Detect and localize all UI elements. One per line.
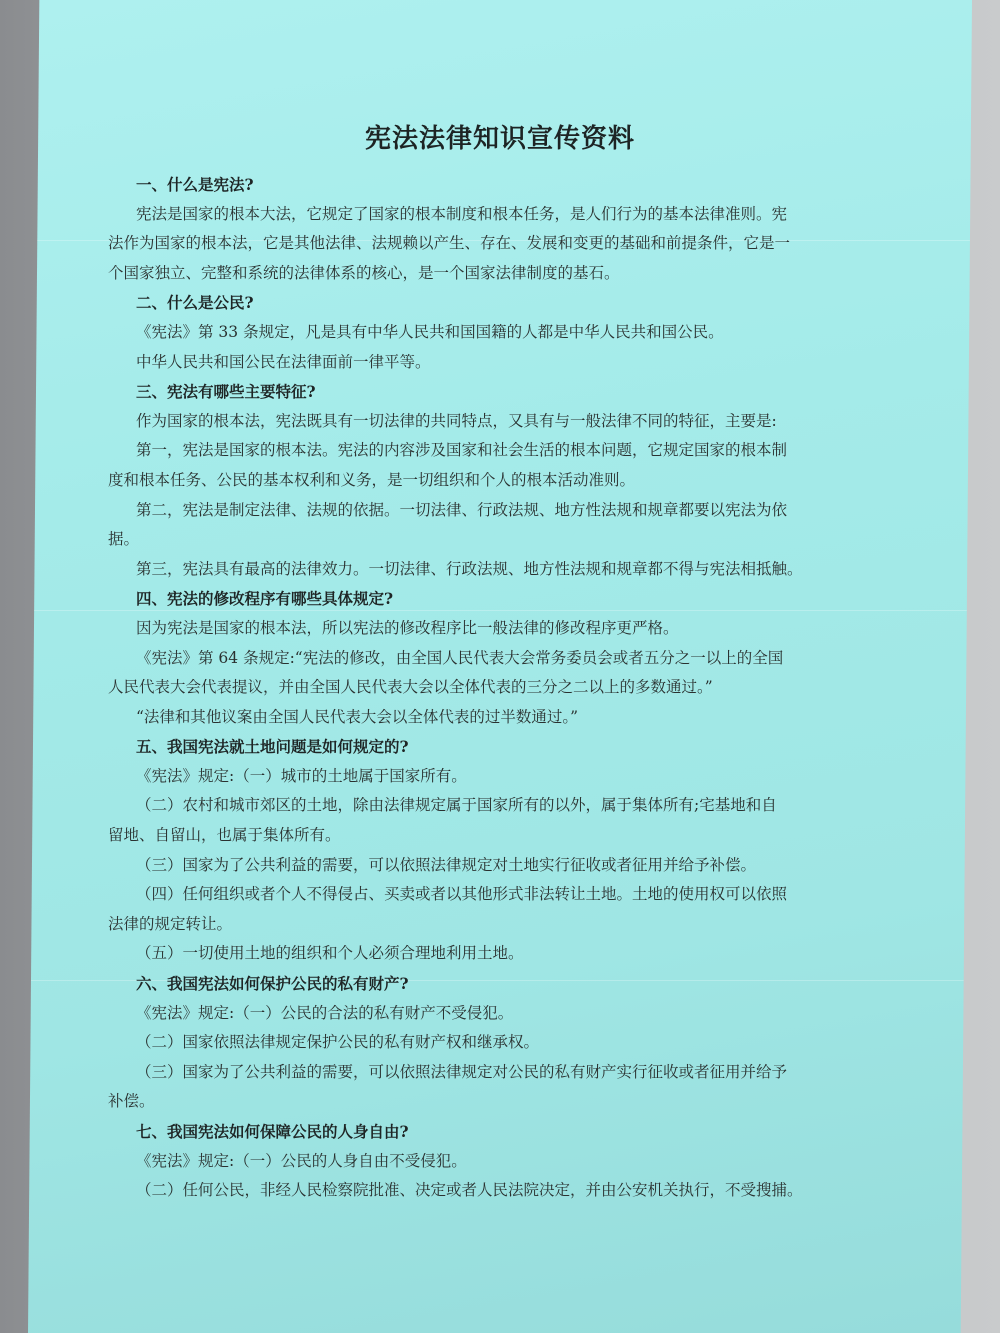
body-text-line: （二）农村和城市郊区的土地，除由法律规定属于国家所有的以外，属于集体所有;宅基地和自: [136, 796, 777, 815]
body-text-line: 留地、自留山，也属于集体所有。: [108, 826, 341, 845]
body-text-line: 补偿。: [108, 1092, 155, 1111]
body-text-line: （二）国家依照法律规定保护公民的私有财产权和继承权。: [136, 1033, 540, 1052]
body-text-line: （三）国家为了公共利益的需要，可以依照法律规定对公民的私有财产实行征收或者征用并给予: [136, 1062, 788, 1081]
body-text-line: 法律的规定转让。: [108, 914, 233, 933]
body-text-line: （四）任何组织或者个人不得侵占、买卖或者以其他形式非法转让土地。土地的使用权可以依照: [136, 885, 788, 904]
body-text-line: 据。: [108, 530, 140, 549]
document-title: 宪法法律知识宣传资料: [364, 124, 635, 154]
body-text-line: （五）一切使用土地的组织和个人必须合理地利用土地。: [136, 944, 524, 963]
section-heading: 二、什么是公民?: [136, 293, 254, 313]
section-heading: 五、我国宪法就土地问题是如何规定的?: [136, 737, 409, 757]
body-text-line: 《宪法》规定:（一）城市的土地属于国家所有。: [136, 766, 467, 785]
document-body: [108, 170, 898, 1206]
body-text-line: （三）国家为了公共利益的需要，可以依照法律规定对土地实行征收或者征用并给予补偿。: [136, 855, 757, 874]
body-text-line: 个国家独立、完整和系统的法律体系的核心，是一个国家法律制度的基石。: [108, 263, 620, 282]
body-text-line: 度和根本任务、公民的基本权利和义务，是一切组织和个人的根本活动准则。: [108, 470, 636, 489]
body-text-line: 第三，宪法具有最高的法律效力。一切法律、行政法规、地方性法规和规章都不得与宪法相抵触。: [136, 559, 803, 578]
section-heading: 三、宪法有哪些主要特征?: [136, 382, 316, 402]
section-heading: 一、什么是宪法?: [136, 175, 254, 194]
body-text-line: “法律和其他议案由全国人民代表大会以全体代表的过半数通过。”: [136, 707, 579, 726]
body-text-line: 因为宪法是国家的根本法，所以宪法的修改程序比一般法律的修改程序更严格。: [136, 618, 679, 637]
section-heading: 七、我国宪法如何保障公民的人身自由?: [136, 1122, 409, 1141]
body-text-line: 《宪法》第 33 条规定，凡是具有中华人民共和国国籍的人都是中华人民共和国公民。: [136, 322, 724, 341]
body-text-line: 宪法是国家的根本大法，它规定了国家的根本制度和根本任务，是人们行为的基本法律准则。宪: [136, 204, 788, 223]
body-text-line: （二）任何公民，非经人民检察院批准、决定或者人民法院决定，并由公安机关执行，不受搜捕。: [136, 1181, 803, 1200]
section-heading: 六、我国宪法如何保护公民的私有财产?: [136, 974, 409, 994]
body-text-line: 《宪法》第 64 条规定:“宪法的修改，由全国人民代表大会常务委员会或者五分之一以上的全国: [136, 648, 784, 667]
body-text-line: 第一，宪法是国家的根本法。宪法的内容涉及国家和社会生活的根本问题，它规定国家的根本制: [136, 441, 788, 460]
body-text-line: 人民代表大会代表提议，并由全国人民代表大会以全体代表的三分之二以上的多数通过。”: [108, 678, 713, 697]
body-text-line: 第二，宪法是制定法律、法规的依据。一切法律、行政法规、地方性法规和规章都要以宪法为依: [136, 500, 788, 519]
section-heading: 四、宪法的修改程序有哪些具体规定?: [136, 589, 394, 609]
body-text-line: 作为国家的根本法，宪法既具有一切法律的共同特点，又具有与一般法律不同的特征，主要是:: [136, 411, 777, 430]
body-text-line: 《宪法》规定:（一）公民的人身自由不受侵犯。: [136, 1151, 467, 1170]
body-text-line: 中华人民共和国公民在法律面前一律平等。: [136, 352, 431, 371]
body-text-line: 《宪法》规定:（一）公民的合法的私有财产不受侵犯。: [136, 1003, 514, 1022]
body-text-line: 法作为国家的根本法，它是其他法律、法规赖以产生、存在、发展和变更的基础和前提条件，它是一: [108, 234, 791, 253]
